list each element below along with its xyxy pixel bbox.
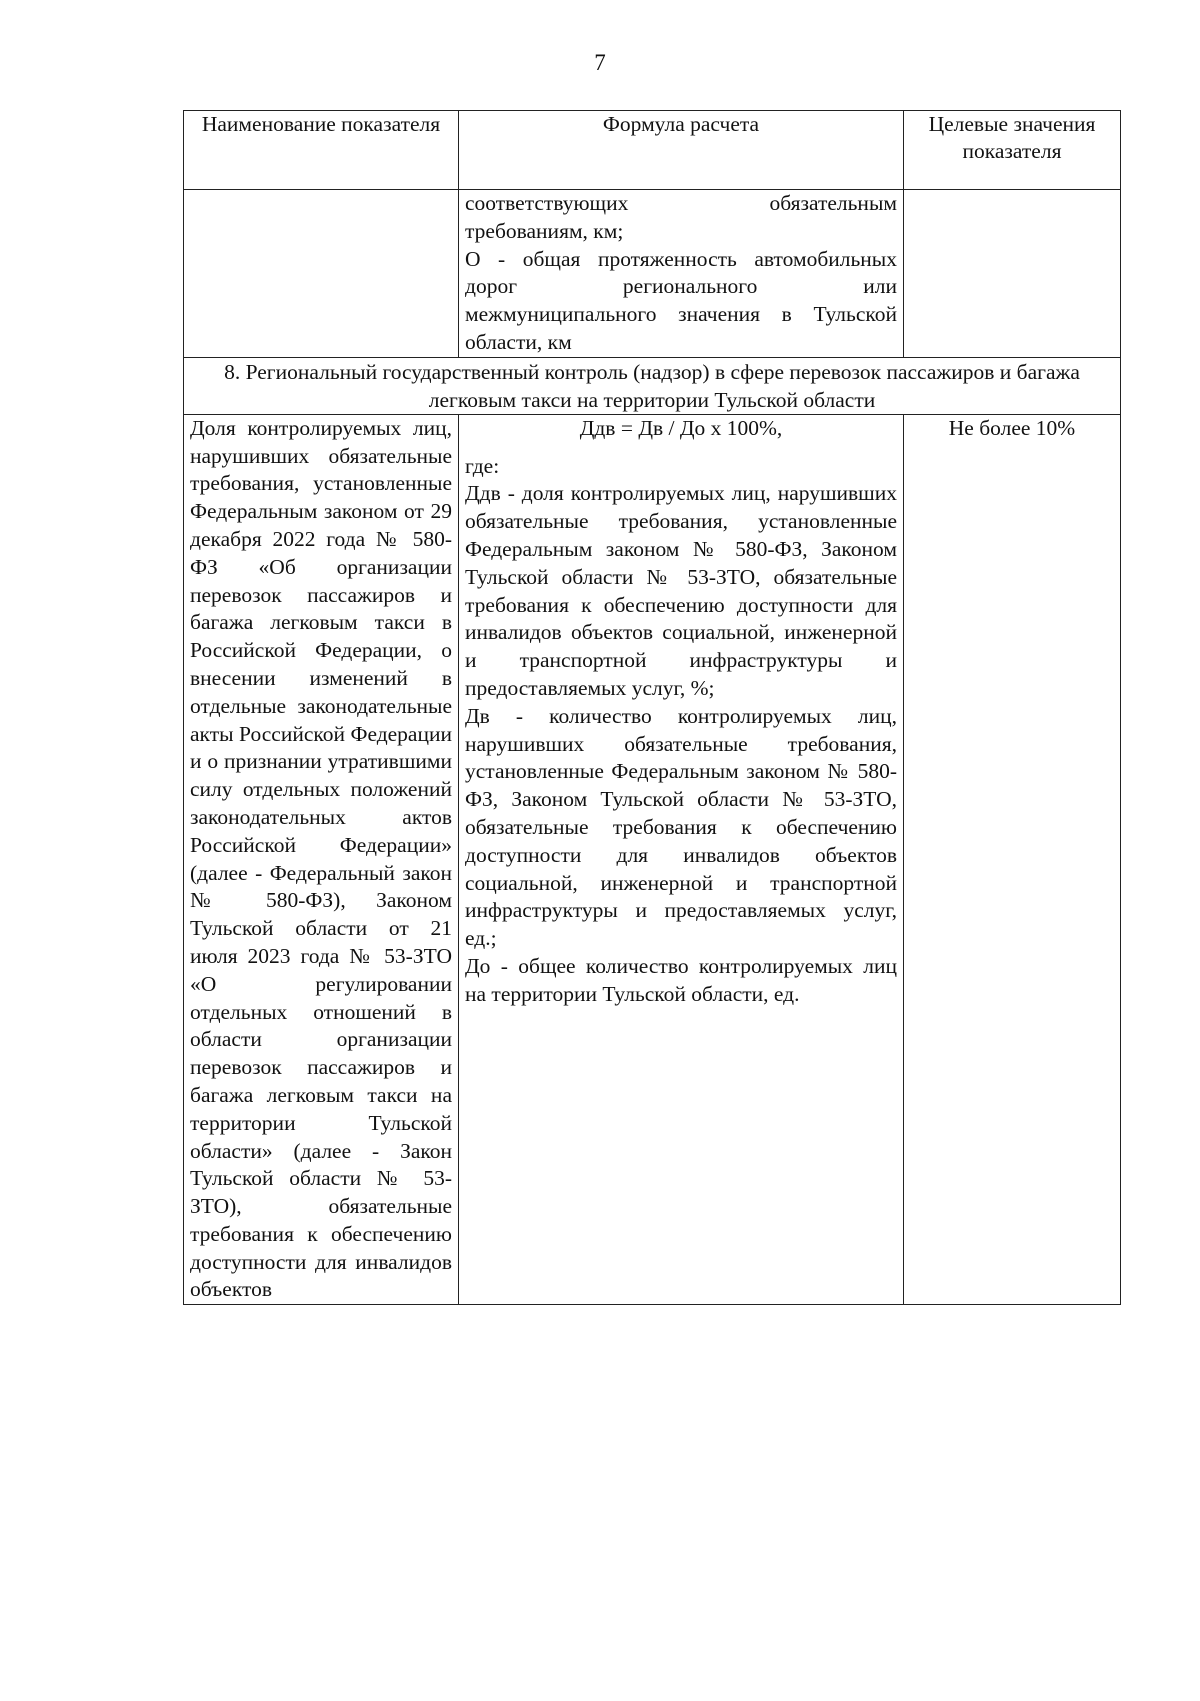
formula-expression: Ддв = Дв / До х 100%, (579, 415, 783, 440)
section-title: 8. Региональный государственный контроль (надзор) в сфере перевозок пассажиров и багажа легковым такси на территории Тульской области (184, 357, 1121, 414)
formula-line: дорог регионального или (465, 274, 897, 299)
formula-definition: До - общее количество контролируемых лиц на территории Тульской области, ед. (465, 953, 897, 1006)
indicators-table (183, 110, 1121, 1305)
indicator-target-cell: Не более 10% (904, 414, 1121, 1305)
formula-line: области, км (465, 329, 572, 354)
formula-where: где: (465, 453, 500, 478)
formula-line: соответствующих обязательным (465, 191, 897, 215)
continuation-target-cell (904, 190, 1121, 358)
indicator-name-cell: Доля контролируемых лиц, нарушивших обязательные требования, установленные Федеральным законом от 29 декабря 2022 года № 580-ФЗ «Об организации перевозок пассажиров и багажа легковым такси в Российской Федерации, о внесении изменений в отдельные законодательные акты Российской Федерации и о признании утратившими силу отдельных положений законодательных актов Российской Федерации» (далее - Федеральный закон № 580-ФЗ), Законом Тульской области от 21 июля 2023 года № 53-ЗТО «О регулировании отдельных отношений в области организации перевозок пассажиров и багажа легковым такси на территории Тульской области» (далее - Закон Тульской области № 53-ЗТО), обязательные требования к обеспечению доступности для инвалидов объектов (184, 414, 459, 1305)
formula-line: О - общая протяженность автомобильных (465, 246, 897, 271)
formula-definition: Ддв - доля контролируемых лиц, нарушивших обязательные требования, установленные Федеральным законом № 580-ФЗ, Законом Тульской области № 53-ЗТО, обязательные требования к обеспечению доступности для инвалидов объектов социальной, инженерной и транспортной инфраструктуры и предоставляемых услуг, %; (465, 481, 897, 700)
formula-definition: Дв - количество контролируемых лиц, нарушивших обязательные требования, установленные Федеральным законом № 580-ФЗ, Законом Тульской области № 53-ЗТО, обязательные требования к обеспечению доступности для инвалидов объектов социальной, инженерной и транспортной инфраструктуры и предоставляемых услуг, ед.; (465, 703, 897, 951)
table-row-indicator (184, 414, 1121, 1305)
indicator-formula-cell (459, 414, 904, 1305)
continuation-name-cell (184, 190, 459, 358)
page-number: 7 (594, 50, 606, 75)
table-row-section (184, 357, 1121, 414)
continuation-formula-cell (459, 190, 904, 358)
table-header-row (184, 111, 1121, 190)
formula-line: межмуниципального значения в Тульской (465, 302, 897, 327)
header-target-values: Целевые значения показателя (904, 111, 1121, 190)
header-formula: Формула расчета (459, 111, 904, 190)
header-indicator-name: Наименование показателя (184, 111, 459, 190)
formula-line: требованиям, км; (465, 218, 624, 243)
table-row-continuation (184, 190, 1121, 358)
